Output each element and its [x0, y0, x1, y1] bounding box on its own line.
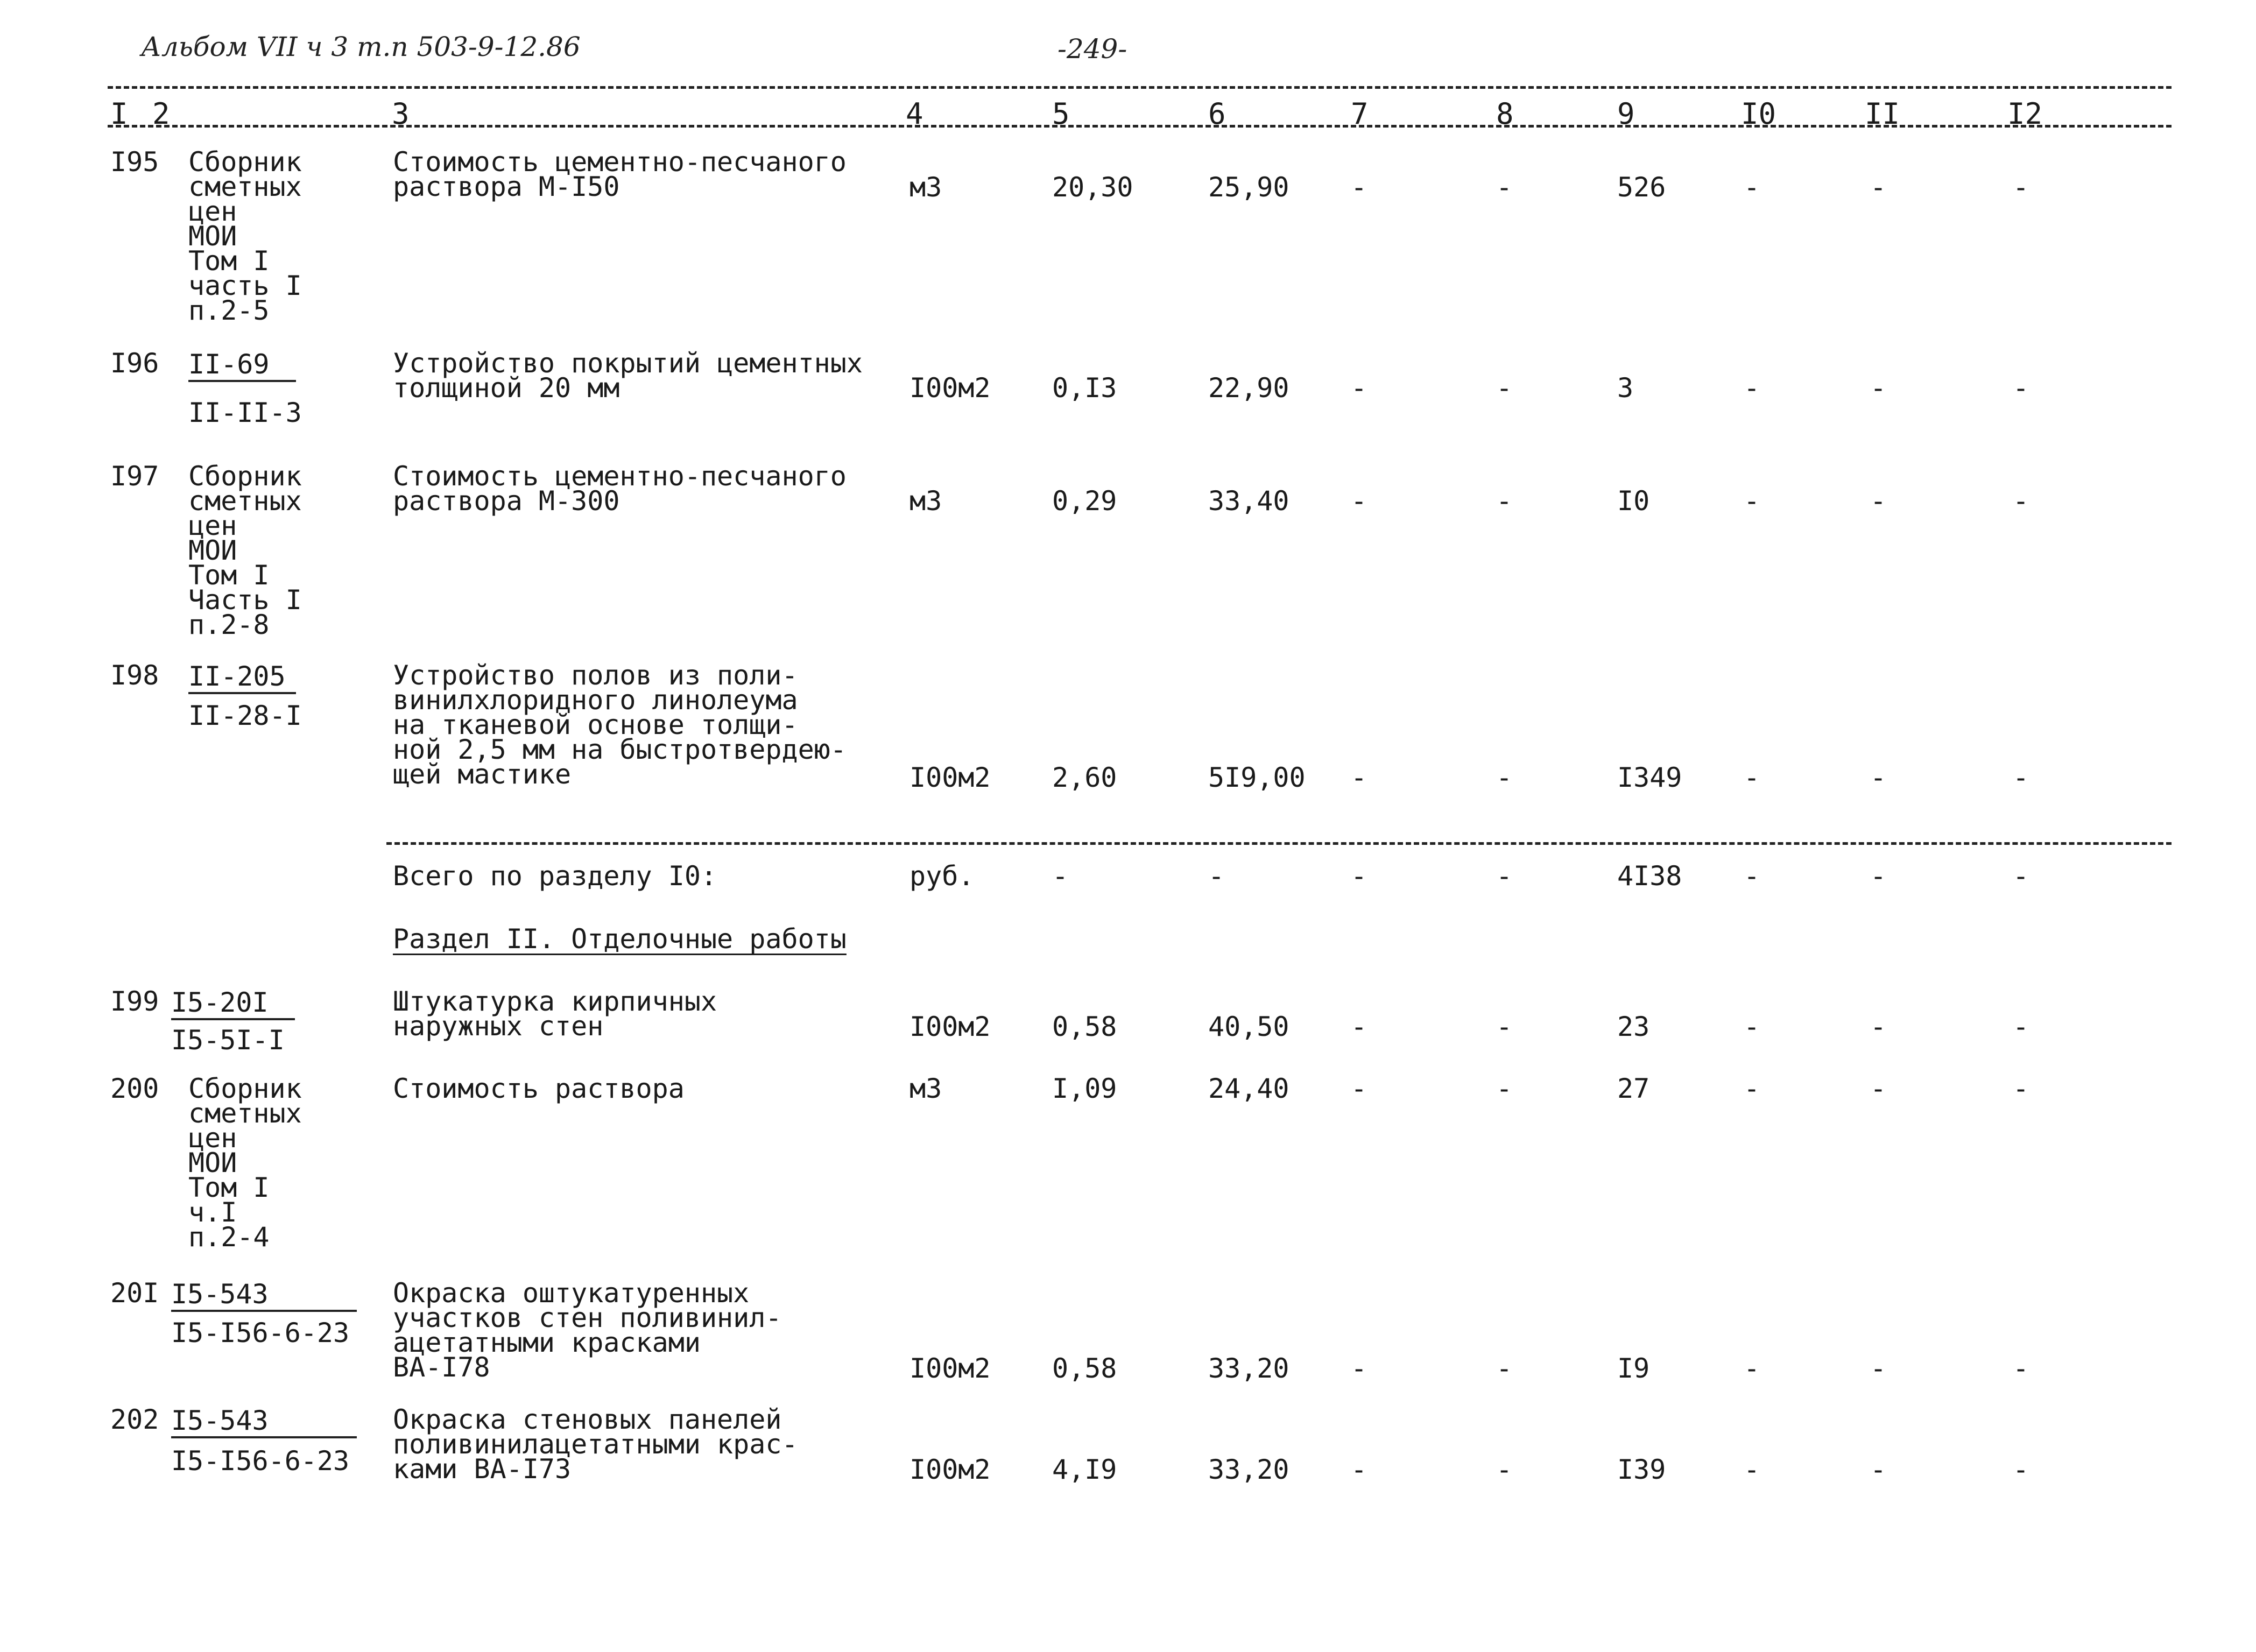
row-col8: -	[1496, 1011, 1513, 1042]
row-col12: -	[2013, 1353, 2029, 1384]
row-col7: -	[1351, 1454, 1367, 1485]
total-col6: -	[1208, 860, 1225, 892]
row-col9: 526	[1617, 172, 1666, 203]
row-unit: I00м2	[910, 1353, 991, 1384]
total-col10: -	[1744, 860, 1760, 892]
row-description: Штукатурка кирпичных наружных стен	[393, 986, 717, 1042]
row-description: Окраска стеновых панелей поливинилацетатными крас- ками ВА-I73	[393, 1404, 798, 1485]
row-description: Устройство покрытий цементных толщиной 20 мм	[393, 348, 863, 404]
col-header-4: 4	[906, 97, 923, 131]
total-col9: 4I38	[1617, 860, 1682, 892]
row-col8: -	[1496, 172, 1513, 203]
row-col5: 0,29	[1052, 485, 1117, 517]
row-description: Стоимость цементно-песчаного раствора М-I50	[393, 146, 847, 202]
row-number: I95	[110, 146, 159, 178]
row-col10: -	[1744, 485, 1760, 517]
row-reference-bottom: II-II-3	[188, 397, 302, 428]
row-col10: -	[1744, 1011, 1760, 1042]
row-reference: Сборник сметных цен МОИ Том I Часть I п.2-8	[188, 461, 302, 640]
total-col8: -	[1496, 860, 1513, 892]
row-col9: I0	[1617, 485, 1650, 517]
row-col9: I39	[1617, 1454, 1666, 1485]
row-col11: -	[1870, 1353, 1887, 1384]
album-reference: Альбом VII ч 3 т.п 503-9-12.86	[141, 31, 581, 62]
row-col12: -	[2013, 172, 2029, 203]
col-header-11: II	[1865, 97, 1900, 131]
row-number: I97	[110, 461, 159, 492]
row-col8: -	[1496, 1353, 1513, 1384]
row-col9: 27	[1617, 1073, 1650, 1104]
row-col7: -	[1351, 485, 1367, 517]
total-col11: -	[1870, 860, 1887, 892]
row-unit: м3	[910, 485, 942, 517]
row-reference-top: II-69	[188, 351, 296, 382]
row-col9: 3	[1617, 372, 1634, 404]
row-col7: -	[1351, 1011, 1367, 1042]
row-description: Окраска оштукатуренных участков стен поливинил- ацетатными красками ВА-I78	[393, 1277, 782, 1383]
col-header-1: I	[110, 97, 128, 131]
row-col8: -	[1496, 372, 1513, 404]
row-col12: -	[2013, 372, 2029, 404]
row-col8: -	[1496, 485, 1513, 517]
row-col10: -	[1744, 1353, 1760, 1384]
row-col8: -	[1496, 1073, 1513, 1104]
row-col6: 22,90	[1208, 372, 1289, 404]
row-col10: -	[1744, 372, 1760, 404]
row-col10: -	[1744, 172, 1760, 203]
row-number: I96	[110, 348, 159, 379]
row-col8: -	[1496, 762, 1513, 793]
row-col5: 0,58	[1052, 1353, 1117, 1384]
row-col7: -	[1351, 1353, 1367, 1384]
row-reference-top: II-205	[188, 663, 296, 694]
row-unit: I00м2	[910, 372, 991, 404]
row-col10: -	[1744, 1454, 1760, 1485]
col-header-5: 5	[1052, 97, 1070, 131]
row-number: 20I	[110, 1277, 159, 1309]
col-header-6: 6	[1208, 97, 1226, 131]
row-col5: 0,58	[1052, 1011, 1117, 1042]
row-col12: -	[2013, 485, 2029, 517]
row-reference: Сборник сметных цен МОИ Том I часть I п.2-5	[188, 146, 302, 326]
row-reference-bottom: I5-I56-6-23	[171, 1445, 350, 1477]
row-col12: -	[2013, 1011, 2029, 1042]
total-col7: -	[1351, 860, 1367, 892]
row-description: Устройство полов из поли- винилхлоридного линолеума на тканевой основе толщи- ной 2,5 мм на быстротвердею- щей мастике	[393, 660, 847, 790]
row-col6: 24,40	[1208, 1073, 1289, 1104]
row-col12: -	[2013, 762, 2029, 793]
row-reference-bottom: I5-I56-6-23	[171, 1317, 350, 1349]
row-reference: Сборник сметных цен МОИ Том I ч.I п.2-4	[188, 1073, 302, 1253]
row-col6: 33,20	[1208, 1353, 1289, 1384]
col-header-8: 8	[1496, 97, 1514, 131]
row-col7: -	[1351, 1073, 1367, 1104]
row-reference-top: I5-543	[171, 1281, 357, 1312]
row-col7: -	[1351, 762, 1367, 793]
row-col5: 0,I3	[1052, 372, 1117, 404]
row-unit: м3	[910, 1073, 942, 1104]
row-unit: м3	[910, 172, 942, 203]
total-col5: -	[1052, 860, 1069, 892]
row-col8: -	[1496, 1454, 1513, 1485]
section-divider	[386, 842, 2172, 845]
row-col7: -	[1351, 172, 1367, 203]
row-col11: -	[1870, 762, 1887, 793]
row-col6: 40,50	[1208, 1011, 1289, 1042]
col-header-2: 2	[152, 97, 170, 131]
row-col11: -	[1870, 372, 1887, 404]
total-col12: -	[2013, 860, 2029, 892]
row-col6: 33,20	[1208, 1454, 1289, 1485]
row-col5: 20,30	[1052, 172, 1133, 203]
total-unit: руб.	[910, 860, 975, 892]
col-header-9: 9	[1617, 97, 1635, 131]
row-col6: 5I9,00	[1208, 762, 1306, 793]
row-reference-top: I5-20I	[171, 989, 295, 1020]
page-number: -249-	[1058, 33, 1127, 65]
row-col9: I9	[1617, 1353, 1650, 1384]
row-col5: I,09	[1052, 1073, 1117, 1104]
row-col11: -	[1870, 485, 1887, 517]
row-col11: -	[1870, 172, 1887, 203]
row-col5: 2,60	[1052, 762, 1117, 793]
row-number: 202	[110, 1404, 159, 1435]
row-col12: -	[2013, 1454, 2029, 1485]
col-header-10: I0	[1741, 97, 1776, 131]
row-reference-bottom: I5-5I-I	[171, 1025, 285, 1056]
section-heading: Раздел II. Отделочные работы	[393, 923, 847, 955]
row-col10: -	[1744, 1073, 1760, 1104]
row-unit: I00м2	[910, 1454, 991, 1485]
row-reference-bottom: II-28-I	[188, 700, 302, 731]
col-header-12: I2	[2007, 97, 2043, 131]
row-number: I98	[110, 660, 159, 691]
row-col7: -	[1351, 372, 1367, 404]
header-bottom-divider	[108, 125, 2172, 128]
row-col11: -	[1870, 1073, 1887, 1104]
row-col11: -	[1870, 1454, 1887, 1485]
row-col6: 33,40	[1208, 485, 1289, 517]
col-header-7: 7	[1351, 97, 1369, 131]
row-number: I99	[110, 986, 159, 1017]
row-reference-top: I5-543	[171, 1407, 357, 1438]
row-col12: -	[2013, 1073, 2029, 1104]
row-col6: 25,90	[1208, 172, 1289, 203]
row-description: Стоимость раствора	[393, 1073, 685, 1104]
total-label: Всего по разделу I0:	[393, 860, 717, 892]
header-top-divider	[108, 86, 2172, 89]
col-header-3: 3	[392, 97, 410, 131]
row-unit: I00м2	[910, 1011, 991, 1042]
row-col10: -	[1744, 762, 1760, 793]
row-description: Стоимость цементно-песчаного раствора М-300	[393, 461, 847, 517]
row-col5: 4,I9	[1052, 1454, 1117, 1485]
row-col11: -	[1870, 1011, 1887, 1042]
row-col9: 23	[1617, 1011, 1650, 1042]
row-col9: I349	[1617, 762, 1682, 793]
row-number: 200	[110, 1073, 159, 1104]
row-unit: I00м2	[910, 762, 991, 793]
